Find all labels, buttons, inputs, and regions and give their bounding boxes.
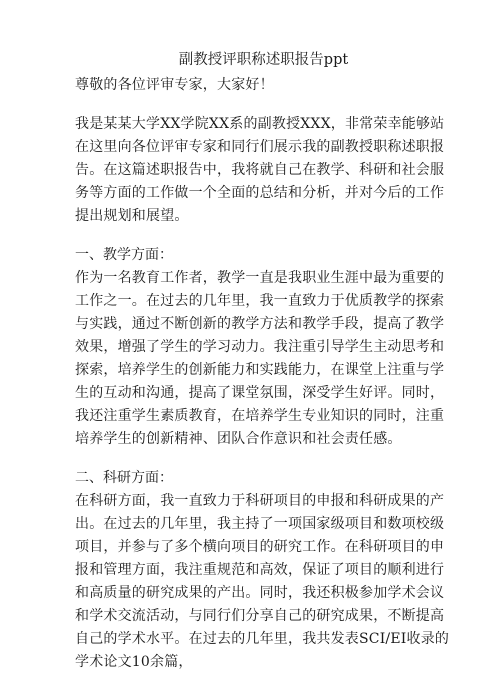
section-body-teaching: 作为一名教育工作者，教学一直是我职业生涯中最为重要的工作之一。在过去的几年里，我一直致力于优质教学的探索与实践，通过不断创新的教学方法和教学手段，提高了教学效果，增强了学生的学习动力。我注重引导学生主动思考和探索，培养学生的创新能力和实践能力，在课堂上注重与学生的互动和沟通，提高了课堂氛围，深受学生好评。同时，我还注重学生素质教育，在培养学生专业知识的同时，注重培养学生的创新精神、团队合作意识和社会责任感。 (75, 270, 445, 447)
spacer (75, 228, 452, 244)
section-heading-research: 二、科研方面： (75, 470, 173, 486)
section-heading-teaching: 一、教学方面： (75, 247, 173, 263)
spacer (75, 451, 452, 467)
section-body-research: 在科研方面，我一直致力于科研项目的申报和科研成果的产出。在过去的几年里，我主持了一项国家级项目和数项校级项目，并参与了多个横向项目的研究工作。在科研项目的申报和管理方面，我注重规范和高效，保证了项目的顺利进行和高质量的研究成果的产出。同时，我还积极参加学术会议和学术交流活动，与同行们分享自己的研究成果，不断提高自己的学术水平。在过去的几年里，我共发表SCI/EI收录的学术论文10余篇， (75, 493, 450, 670)
spacer (75, 97, 452, 113)
greeting: 尊敬的各位评审专家，大家好！ (75, 77, 274, 93)
document-title: 副教授评职称述职报告ppt (178, 52, 349, 68)
intro-paragraph: 我是某某大学XX学院XX系的副教授XXX，非常荣幸能够站在这里向各位评审专家和同行们展示我的副教授职称述职报告。在这篇述职报告中，我将就自己在教学、科研和社会服务等方面的工作做一个全面的总结和分析，并对今后的工作提出规划和展望。 (75, 116, 445, 224)
